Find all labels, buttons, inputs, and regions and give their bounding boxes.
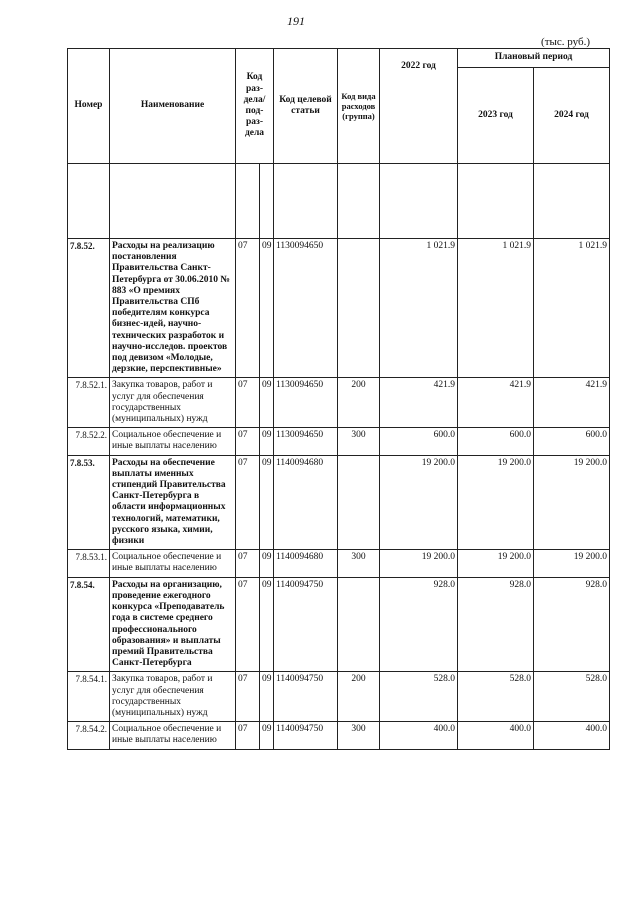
row-kind: 300: [338, 722, 380, 749]
row-subsection: 09: [260, 672, 274, 722]
header-kind: Код вида расходов (группа): [338, 49, 380, 164]
row-kind: [338, 577, 380, 672]
row-subsection: 09: [260, 577, 274, 672]
row-2024: 19 200.0: [534, 455, 610, 550]
row-name: Социальное обеспечение и иные выплаты населению: [110, 428, 236, 455]
row-number: 7.8.54.: [68, 577, 110, 672]
header-plan-period: Плановый период: [458, 49, 610, 68]
row-2022: 528.0: [380, 672, 458, 722]
table-row: [68, 428, 610, 455]
units-label: (тыс. руб.): [541, 36, 590, 48]
row-number: 7.8.52.2.: [68, 428, 110, 455]
row-section: 07: [236, 378, 260, 428]
header-number: Номер: [68, 49, 110, 164]
row-target: 1130094650: [274, 378, 338, 428]
row-name: Расходы на обеспечение выплаты именных стипендий Правительства Санкт-Петербурга в области информационных технологий, математики, русского языка, химии, физики: [110, 455, 236, 550]
row-2024: 19 200.0: [534, 550, 610, 577]
header-row: [68, 49, 610, 68]
row-subsection: 09: [260, 428, 274, 455]
row-2022: 421.9: [380, 378, 458, 428]
row-section: 07: [236, 428, 260, 455]
row-2022: 400.0: [380, 722, 458, 749]
row-2024: 528.0: [534, 672, 610, 722]
row-section: 07: [236, 550, 260, 577]
row-name: Закупка товаров, работ и услуг для обеспечения государственных (муниципальных) нужд: [110, 378, 236, 428]
row-2022: 600.0: [380, 428, 458, 455]
row-number: 7.8.53.1.: [68, 550, 110, 577]
header-year-2022: 2022 год: [380, 49, 458, 164]
row-2022: 19 200.0: [380, 455, 458, 550]
row-target: 1140094750: [274, 722, 338, 749]
row-2023: 19 200.0: [458, 455, 534, 550]
row-name: Закупка товаров, работ и услуг для обеспечения государственных (муниципальных) нужд: [110, 672, 236, 722]
row-2024: 928.0: [534, 577, 610, 672]
row-name: Расходы на реализацию постановления Правительства Санкт-Петербурга от 30.06.2010 № 883 «О премиях Правительства СПб победителям конкурса бизнес-идей, научно-технических разработок и научно-исследов. проектов под девизом «Молодые, дерзкие, перспективные»: [110, 239, 236, 378]
row-2023: 400.0: [458, 722, 534, 749]
row-section: 07: [236, 672, 260, 722]
row-subsection: 09: [260, 378, 274, 428]
row-2024: 400.0: [534, 722, 610, 749]
row-subsection: 09: [260, 550, 274, 577]
row-number: 7.8.52.: [68, 239, 110, 378]
row-2023: 19 200.0: [458, 550, 534, 577]
spacer-row: [68, 164, 610, 239]
table-row: [68, 455, 610, 550]
header-name: Наименование: [110, 49, 236, 164]
row-subsection: 09: [260, 455, 274, 550]
row-2022: 928.0: [380, 577, 458, 672]
table-row: [68, 378, 610, 428]
row-target: 1140094680: [274, 550, 338, 577]
row-section: 07: [236, 455, 260, 550]
row-name: Расходы на организацию, проведение ежегодного конкурса «Преподаватель года в системе среднего профессионального образования» и выплаты премий Правительства Санкт-Петербурга: [110, 577, 236, 672]
table-row: [68, 722, 610, 749]
row-2022: 19 200.0: [380, 550, 458, 577]
row-kind: 300: [338, 550, 380, 577]
header-year-2024: 2024 год: [534, 68, 610, 164]
row-2024: 1 021.9: [534, 239, 610, 378]
page-number: 191: [287, 14, 305, 28]
row-target: 1130094650: [274, 428, 338, 455]
row-number: 7.8.53.: [68, 455, 110, 550]
row-target: 1140094750: [274, 577, 338, 672]
row-section: 07: [236, 722, 260, 749]
row-2022: 1 021.9: [380, 239, 458, 378]
row-kind: [338, 239, 380, 378]
table-row: [68, 239, 610, 378]
table-row: [68, 550, 610, 577]
row-kind: [338, 455, 380, 550]
row-target: 1140094750: [274, 672, 338, 722]
budget-table: [67, 48, 610, 750]
row-subsection: 09: [260, 239, 274, 378]
row-number: 7.8.52.1.: [68, 378, 110, 428]
row-name: Социальное обеспечение и иные выплаты населению: [110, 722, 236, 749]
row-section: 07: [236, 239, 260, 378]
table-row: [68, 577, 610, 672]
row-target: 1130094650: [274, 239, 338, 378]
row-target: 1140094680: [274, 455, 338, 550]
row-2024: 600.0: [534, 428, 610, 455]
header-section: Код раз-дела/ под-раз-дела: [236, 49, 274, 164]
row-subsection: 09: [260, 722, 274, 749]
row-kind: 200: [338, 378, 380, 428]
row-number: 7.8.54.2.: [68, 722, 110, 749]
row-section: 07: [236, 577, 260, 672]
table-row: [68, 672, 610, 722]
row-2024: 421.9: [534, 378, 610, 428]
row-2023: 600.0: [458, 428, 534, 455]
row-number: 7.8.54.1.: [68, 672, 110, 722]
row-kind: 200: [338, 672, 380, 722]
row-2023: 1 021.9: [458, 239, 534, 378]
row-2023: 528.0: [458, 672, 534, 722]
row-name: Социальное обеспечение и иные выплаты населению: [110, 550, 236, 577]
row-2023: 928.0: [458, 577, 534, 672]
row-kind: 300: [338, 428, 380, 455]
row-2023: 421.9: [458, 378, 534, 428]
header-year-2023: 2023 год: [458, 68, 534, 164]
header-target: Код целевой статьи: [274, 49, 338, 164]
